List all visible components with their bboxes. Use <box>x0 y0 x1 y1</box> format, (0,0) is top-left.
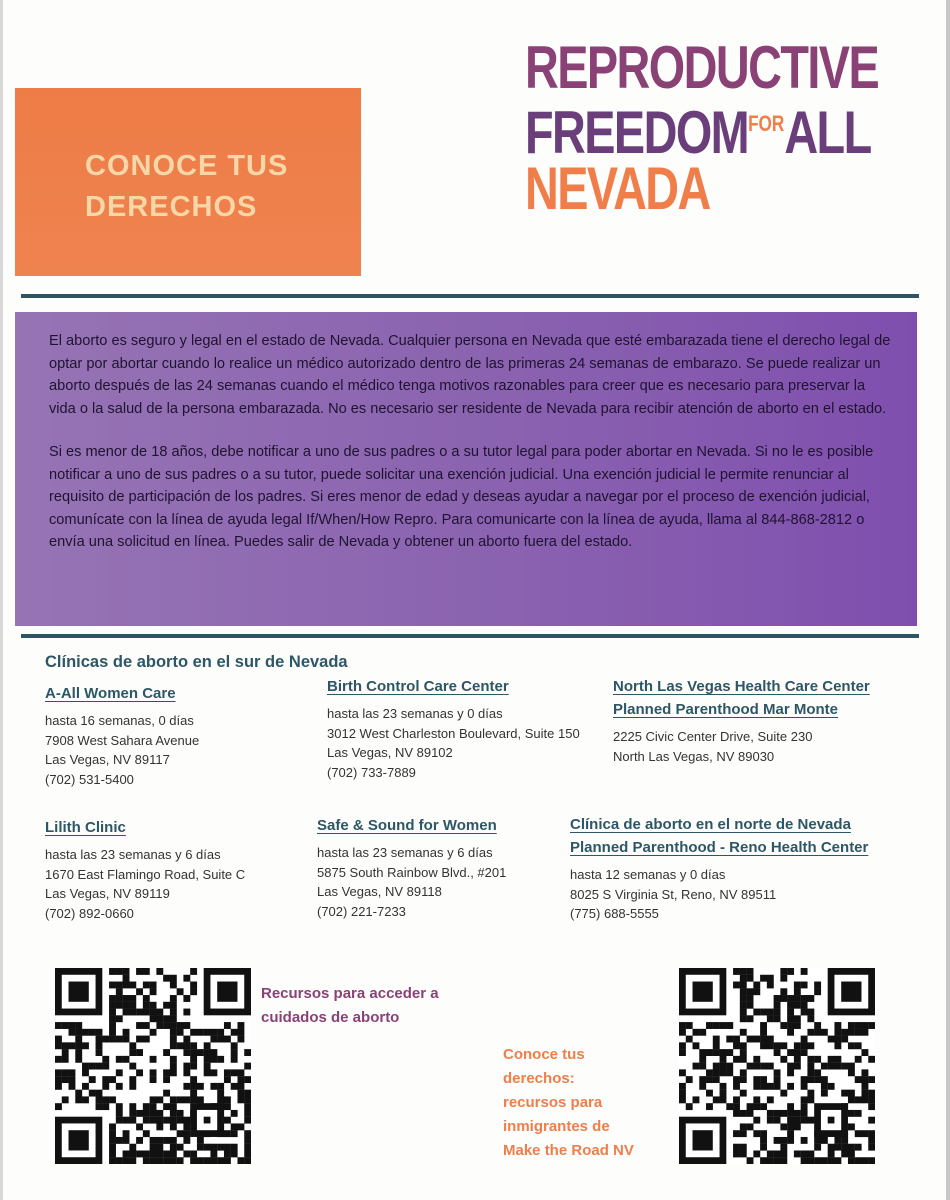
clinic-detail-line: 8025 S Virginia St, Reno, NV 89511 <box>570 886 777 902</box>
logo-for: FOR <box>748 111 785 136</box>
clinic-details <box>45 711 199 789</box>
clinic-name-link[interactable]: Safe & Sound for Women <box>317 817 497 834</box>
clinic-detail-line: 7908 West Sahara Avenue <box>45 732 200 748</box>
clinic-card <box>45 682 199 789</box>
banner-title-line: DERECHOS <box>85 191 258 223</box>
clinic-phone: (702) 892-0660 <box>45 905 134 921</box>
clinic-detail-line: hasta 12 semanas y 0 días <box>570 867 726 882</box>
clinic-name-link[interactable]: North Las Vegas Health Care Center <box>613 678 870 695</box>
legal-info-block <box>15 312 917 626</box>
know-your-rights-banner <box>15 88 361 276</box>
clinic-detail-line: North Las Vegas, NV 89030 <box>613 748 775 764</box>
qr-label-line: inmigrantes de <box>503 1118 610 1135</box>
clinic-card <box>570 813 868 924</box>
immigrant-rights-qr-code[interactable] <box>679 968 875 1164</box>
legal-info-paragraph-2: Si es menor de 18 años, debe notificar a uno de sus padres o a su tutor legal para poder abortar en Nevada. Si no le es posible notificar a uno de sus padres o a su tutor, puede solicitar una exención judicial. Una exención judicial le permite renunciar al requisito de participación de los padres. Si eres menor de edad y deseas ayudar a navegar por el proceso de exención judicial, comunícate con la línea de ayuda legal If/When/How Repro. Para comunicarte con la línea de ayuda, llama al 844-868-2812 o envía una solicitud en línea. Puedes salir de Nevada y obtener un aborto fuera del estado. <box>49 444 874 550</box>
clinic-detail-line: Las Vegas, NV 89119 <box>45 886 170 901</box>
clinic-name-link[interactable]: A-All Women Care <box>45 685 176 702</box>
clinic-detail-line: hasta las 23 semanas y 6 días <box>317 845 493 860</box>
clinic-details <box>317 843 506 921</box>
banner-title <box>85 146 355 228</box>
clinic-name-link[interactable]: Planned Parenthood Mar Monte <box>613 701 839 718</box>
clinics-section-title: Clínicas de aborto en el sur de Nevada <box>45 653 348 671</box>
clinic-phone: (775) 688-5555 <box>570 906 659 921</box>
clinic-name-link[interactable]: Planned Parenthood - Reno Health Center <box>570 839 869 856</box>
logo-all: ALL <box>784 99 871 166</box>
clinic-name-link[interactable]: Lilith Clinic <box>45 819 126 836</box>
clinic-detail-line: Las Vegas, NV 89102 <box>327 745 453 760</box>
logo-line-3: NEVADA <box>525 155 710 222</box>
clinic-detail-line: hasta 16 semanas, 0 días <box>45 713 194 728</box>
clinic-phone: (702) 733-7889 <box>327 764 416 780</box>
clinic-details <box>45 845 245 923</box>
qr-label-line: Conoce tus <box>503 1046 585 1063</box>
qr-label-line: Recursos para acceder a <box>261 985 439 1002</box>
qr-label-line: Make the Road NV <box>503 1142 634 1159</box>
legal-info-paragraph-1: El aborto es seguro y legal en el estado de Nevada. Cualquier persona en Nevada que esté embarazada tiene el derecho legal de optar por abortar cuando lo realice un médico autorizado dentro de las primeras 24 semanas de embarazo. Se puede realizar un aborto después de las 24 semanas cuando el médico tenga motivos razonables para creer que es necesario para preservar la vida o la salud de la persona embarazada. No es necesario ser residente de Nevada para recibir atención de aborto en el estado. <box>49 333 891 417</box>
logo-line-1: REPRODUCTIVE <box>525 34 879 101</box>
clinic-detail-line: Las Vegas, NV 89118 <box>317 884 442 899</box>
clinic-detail-line: 2225 Civic Center Drive, Suite 230 <box>613 729 813 744</box>
organization-logo <box>525 34 905 222</box>
middle-divider <box>21 634 919 638</box>
clinic-details <box>327 704 580 782</box>
abortion-resources-qr-code[interactable] <box>55 968 251 1164</box>
qr-label-line: derechos: <box>503 1070 575 1087</box>
clinic-card <box>317 814 506 921</box>
clinic-detail-line: Las Vegas, NV 89117 <box>45 752 170 767</box>
qr-label-line: cuidados de aborto <box>261 1009 400 1026</box>
clinic-phone: (702) 531-5400 <box>45 771 134 787</box>
clinic-name-link[interactable]: Birth Control Care Center <box>327 678 509 695</box>
clinic-detail-line: hasta las 23 semanas y 6 días <box>45 847 221 862</box>
clinic-detail-line: hasta las 23 semanas y 0 días <box>327 706 503 721</box>
clinic-detail-line: 5875 South Rainbow Blvd., #201 <box>317 864 507 880</box>
clinic-phone: (702) 221-7233 <box>317 903 406 919</box>
top-divider <box>21 294 919 298</box>
immigrant-rights-label <box>503 1043 634 1163</box>
logo-line-2 <box>525 96 871 166</box>
abortion-resources-label <box>261 982 439 1030</box>
clinic-name-link[interactable]: Clínica de aborto en el norte de Nevada <box>570 816 851 833</box>
clinic-card <box>45 816 245 923</box>
clinic-detail-line: 3012 West Charleston Boulevard, Suite 150 <box>327 725 580 741</box>
clinic-card <box>613 675 870 766</box>
clinic-details <box>613 727 870 766</box>
banner-title-line: CONOCE TUS <box>85 150 289 182</box>
clinic-detail-line: 1670 East Flamingo Road, Suite C <box>45 866 246 882</box>
clinic-card <box>327 675 580 782</box>
logo-freedom: FREEDOM <box>525 99 749 166</box>
qr-label-line: recursos para <box>503 1094 603 1111</box>
clinic-details <box>570 865 868 924</box>
